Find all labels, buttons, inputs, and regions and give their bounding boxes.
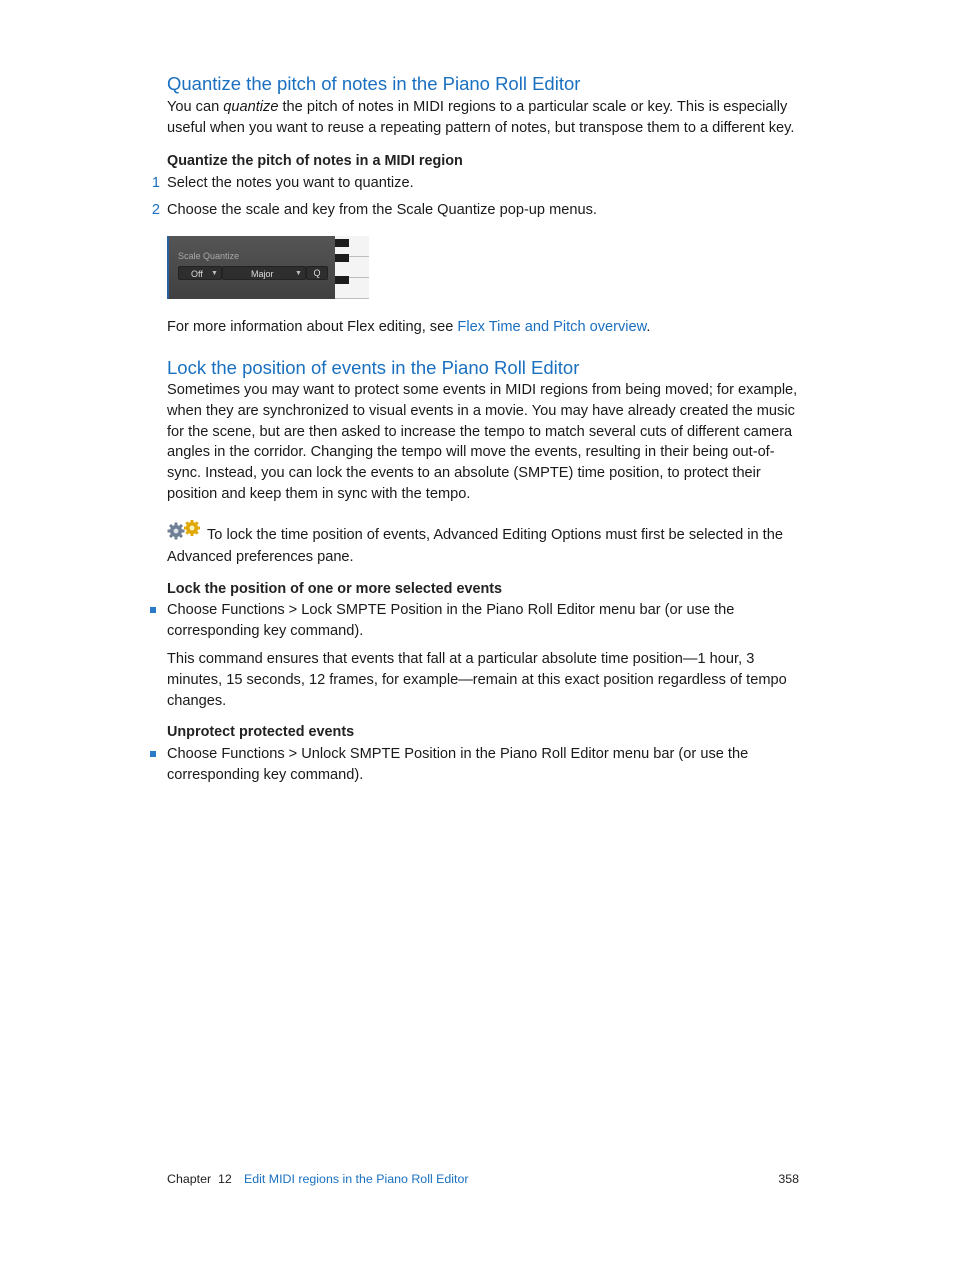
- intro-emphasis-quantize: quantize: [223, 99, 279, 115]
- more-info-period: .: [646, 319, 651, 336]
- scale-quantize-label: Scale Quantize: [178, 251, 240, 262]
- advanced-gears-icon: [167, 520, 203, 547]
- scale-key-popup[interactable]: [178, 266, 222, 280]
- task-title-lock-position: Lock the position of one or more selected events: [167, 581, 503, 598]
- step-text: Select the notes you want to quantize.: [167, 174, 414, 191]
- bullet-unlock-smpte: [167, 744, 799, 786]
- scale-type-popup[interactable]: [222, 266, 306, 280]
- black-key: [335, 254, 349, 262]
- popup-value: Off: [191, 269, 203, 280]
- lock-intro-paragraph: Sometimes you may want to protect some events in MIDI regions from being moved; for example, when they are synchronized to visual events in a movie. You may have already created the music for the scene, but are then asked to increase the tempo to match several cuts of different camera angles in the corridor. Changing the tempo will move the events, resulting in their being out-of-sync. Instead, you can lock the events to an absolute (SMPTE) time position, to protect their position and keep them in sync with the tempo.: [167, 381, 798, 502]
- flex-more-info-paragraph: [167, 317, 799, 338]
- quantize-intro-paragraph: [167, 97, 799, 139]
- advanced-note-text: To lock the time position of events, Advanced Editing Options must first be selected in the Advanced preferences pane.: [167, 526, 783, 565]
- bullet-square-icon: [150, 751, 156, 757]
- intro-text-pre: You can: [167, 99, 224, 115]
- step-2: [151, 200, 799, 221]
- section-heading-lock-position: Lock the position of events in the Piano Roll Editor: [167, 356, 580, 378]
- lock-explanation-paragraph: This command ensures that events that fall at a particular absolute time position—1 hour, 3 minutes, 15 seconds, 12 frames, for example—remain at this exact position regardless of tempo changes.: [167, 650, 787, 709]
- step-1: [151, 173, 799, 194]
- quantize-q-button[interactable]: Q: [306, 266, 328, 280]
- step-text: Choose the scale and key from the Scale Quantize pop-up menus.: [167, 202, 597, 219]
- popup-value: Major: [251, 269, 274, 280]
- bullet-text: Choose Functions > Unlock SMPTE Position in the Piano Roll Editor menu bar (or use the corresponding key command).: [167, 746, 749, 784]
- chevron-down-icon: ▼: [295, 270, 302, 278]
- step-number: 2: [151, 202, 160, 219]
- black-key: [335, 239, 349, 247]
- bullet-lock-smpte: [167, 600, 799, 642]
- task-title-quantize-midi: Quantize the pitch of notes in a MIDI region: [167, 152, 463, 169]
- footer-chapter-title-link[interactable]: Edit MIDI regions in the Piano Roll Editor: [244, 1172, 469, 1186]
- page-content: [151, 72, 799, 786]
- section-heading-quantize-pitch: Quantize the pitch of notes in the Piano Roll Editor: [167, 73, 581, 94]
- black-key: [335, 276, 349, 284]
- more-info-text: For more information about Flex editing, see: [167, 319, 458, 336]
- footer-page-number: 358: [778, 1172, 799, 1186]
- piano-keyboard-strip: [335, 236, 369, 299]
- bullet-text: Choose Functions > Lock SMPTE Position in the Piano Roll Editor menu bar (or use the corresponding key command).: [167, 602, 735, 640]
- intro-text-post: the pitch of notes in MIDI regions to a particular scale or key. This is especially useful when you want to reuse a repeating pattern of notes, but transpose them to a different key.: [167, 99, 795, 136]
- footer-chapter: Chapter 12: [167, 1172, 232, 1186]
- chevron-down-icon: ▼: [211, 270, 218, 278]
- bullet-square-icon: [150, 607, 156, 613]
- step-number: 1: [151, 174, 160, 191]
- task-title-unprotect: Unprotect protected events: [167, 724, 355, 741]
- scale-quantize-screenshot: [167, 236, 799, 299]
- flex-time-pitch-link[interactable]: Flex Time and Pitch overview: [457, 319, 647, 336]
- scale-quantize-panel: [167, 236, 369, 299]
- advanced-note-paragraph: [167, 520, 799, 568]
